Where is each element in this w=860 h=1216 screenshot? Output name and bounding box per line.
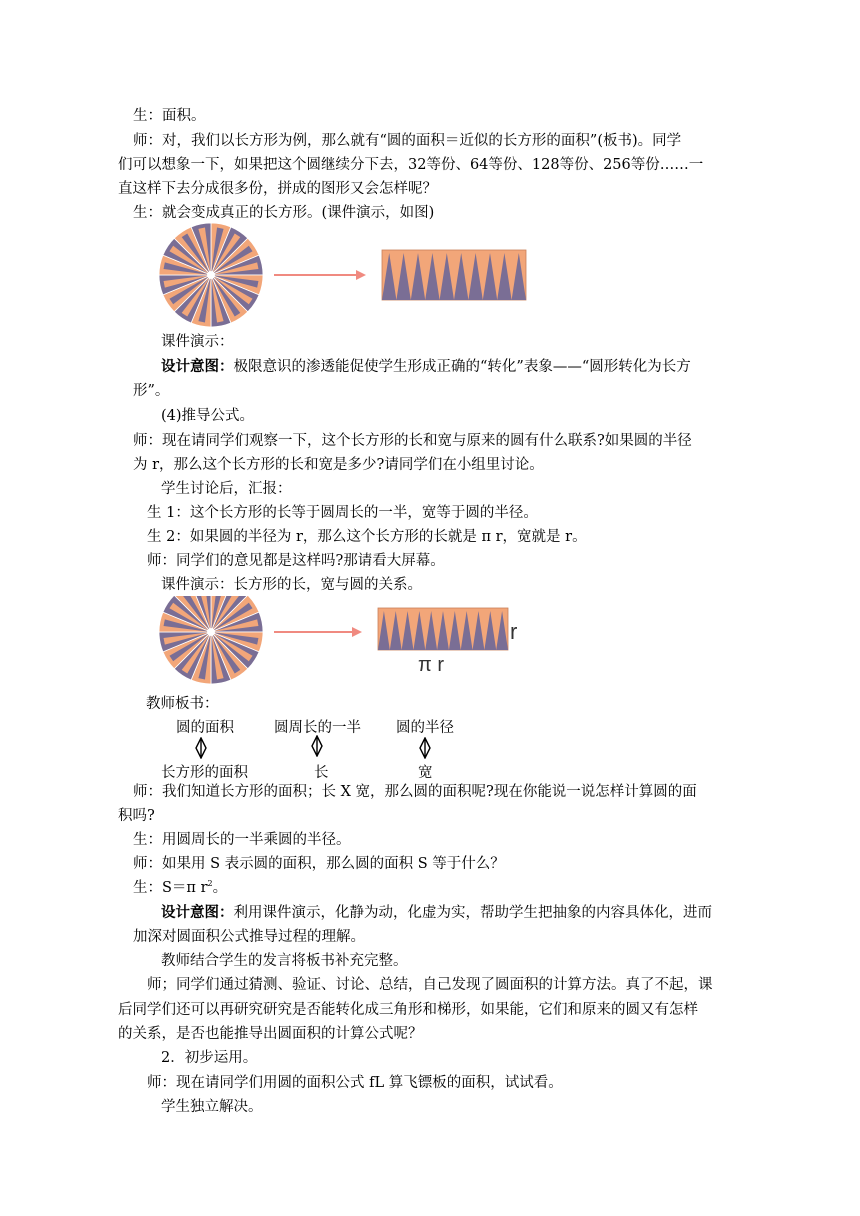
segmented-circle — [159, 596, 263, 684]
board-top-item: 圆周长的一半 — [274, 720, 361, 736]
formula-exponent: 2 — [207, 879, 213, 889]
board-top-item: 圆的半径 — [396, 720, 454, 736]
step-heading: (4)推导公式。 — [161, 408, 255, 424]
text-line: 加深对圆面积公式推导过程的理解。 — [133, 929, 365, 945]
design-intent-2 — [161, 901, 712, 925]
circle-to-rectangle-figure-labeled — [156, 596, 536, 696]
length-label: π r — [418, 654, 445, 676]
text-line: 2．初步运用。 — [161, 1050, 258, 1066]
formula-text: 生：S＝π r — [133, 880, 208, 896]
circle-to-rectangle-figure — [156, 220, 536, 330]
equivalence-arrow-icon — [194, 737, 208, 759]
text-line: 生：就会变成真正的长方形。(课件演示，如图) — [133, 205, 435, 221]
design-intent-text: 利用课件演示，化静为动，化虚为实，帮助学生把抽象的内容具体化，进而 — [233, 905, 712, 921]
equivalence-arrow-icon — [310, 735, 324, 757]
text-line: 的关系，是否也能推导出圆面积的计算公式呢？ — [118, 1026, 423, 1042]
approx-rectangle — [378, 608, 508, 650]
text-line: 生 2：如果圆的半径为 r，那么这个长方形的长就是 π r，宽就是 r。 — [147, 529, 587, 545]
design-intent-text: 极限意识的渗透能促使学生形成正确的“转化”表象——“圆形转化为长方 — [233, 359, 691, 375]
text-line: 师：同学们的意见都是这样吗?那请看大屏幕。 — [147, 553, 445, 569]
board-bottom-item: 长 — [314, 765, 329, 781]
text-line: 积吗? — [118, 808, 155, 824]
text-line: 生 1：这个长方形的长等于圆周长的一半，宽等于圆的半径。 — [147, 505, 538, 521]
width-label: r — [510, 619, 518, 644]
segmented-circle — [159, 223, 263, 327]
demo-caption: 课件演示： — [161, 334, 234, 350]
transform-arrow — [274, 270, 366, 280]
design-intent-label: 设计意图： — [161, 904, 234, 921]
board-bottom-item: 宽 — [418, 765, 433, 781]
transform-arrow — [274, 627, 362, 637]
text-line: 师：我们知道长方形的面积；长 X 宽，那么圆的面积呢?现在你能说一说怎样计算圆的面 — [133, 784, 697, 800]
design-intent-1 — [161, 355, 691, 379]
design-intent-label: 设计意图： — [161, 358, 234, 375]
text-line: 生：面积。 — [133, 108, 206, 124]
approx-rectangle — [382, 250, 526, 300]
board-title: 教师板书： — [146, 696, 219, 712]
text-line: 课件演示：长方形的长，宽与圆的关系。 — [161, 577, 422, 593]
text-line: 师：现在请同学们用圆的面积公式 fL 算飞镖板的面积，试试看。 — [147, 1075, 563, 1091]
text-line: 们可以想象一下，如果把这个圆继续分下去，32等份、64等份、128等份、256等份……一 — [118, 157, 704, 173]
text-line: 师：现在请同学们观察一下，这个长方形的长和宽与原来的圆有什么联系?如果圆的半径 — [133, 433, 692, 449]
equivalence-arrow-icon — [418, 737, 432, 759]
formula-line — [133, 876, 227, 900]
text-line: 师：如果用 S 表示圆的面积，那么圆的面积 S 等于什么？ — [133, 856, 505, 872]
text-line: 直这样下去分成很多份，拼成的图形又会怎样呢？ — [118, 181, 437, 197]
text-line: 学生独立解决。 — [161, 1099, 263, 1115]
board-bottom-item: 长方形的面积 — [161, 765, 248, 781]
board-top-item: 圆的面积 — [176, 720, 234, 736]
text-line: 学生讨论后，汇报： — [161, 481, 292, 497]
text-line: 后同学们还可以再研究研究是否能转化成三角形和梯形，如果能，它们和原来的圆又有怎样 — [118, 1002, 698, 1018]
text-line: 形”。 — [133, 383, 170, 399]
text-line: 师：对，我们以长方形为例，那么就有“圆的面积＝近似的长方形的面积”(板书)。同学 — [133, 133, 682, 149]
text-line: 师；同学们通过猜测、验证、讨论、总结，自己发现了圆面积的计算方法。真了不起，课 — [147, 977, 713, 993]
formula-suffix: 。 — [212, 880, 228, 896]
text-line: 为 r，那么这个长方形的长和宽是多少?请同学们在小组里讨论。 — [133, 457, 544, 473]
text-line: 生：用圆周长的一半乘圆的半径。 — [133, 832, 351, 848]
text-line: 教师结合学生的发言将板书补充完整。 — [161, 953, 408, 969]
